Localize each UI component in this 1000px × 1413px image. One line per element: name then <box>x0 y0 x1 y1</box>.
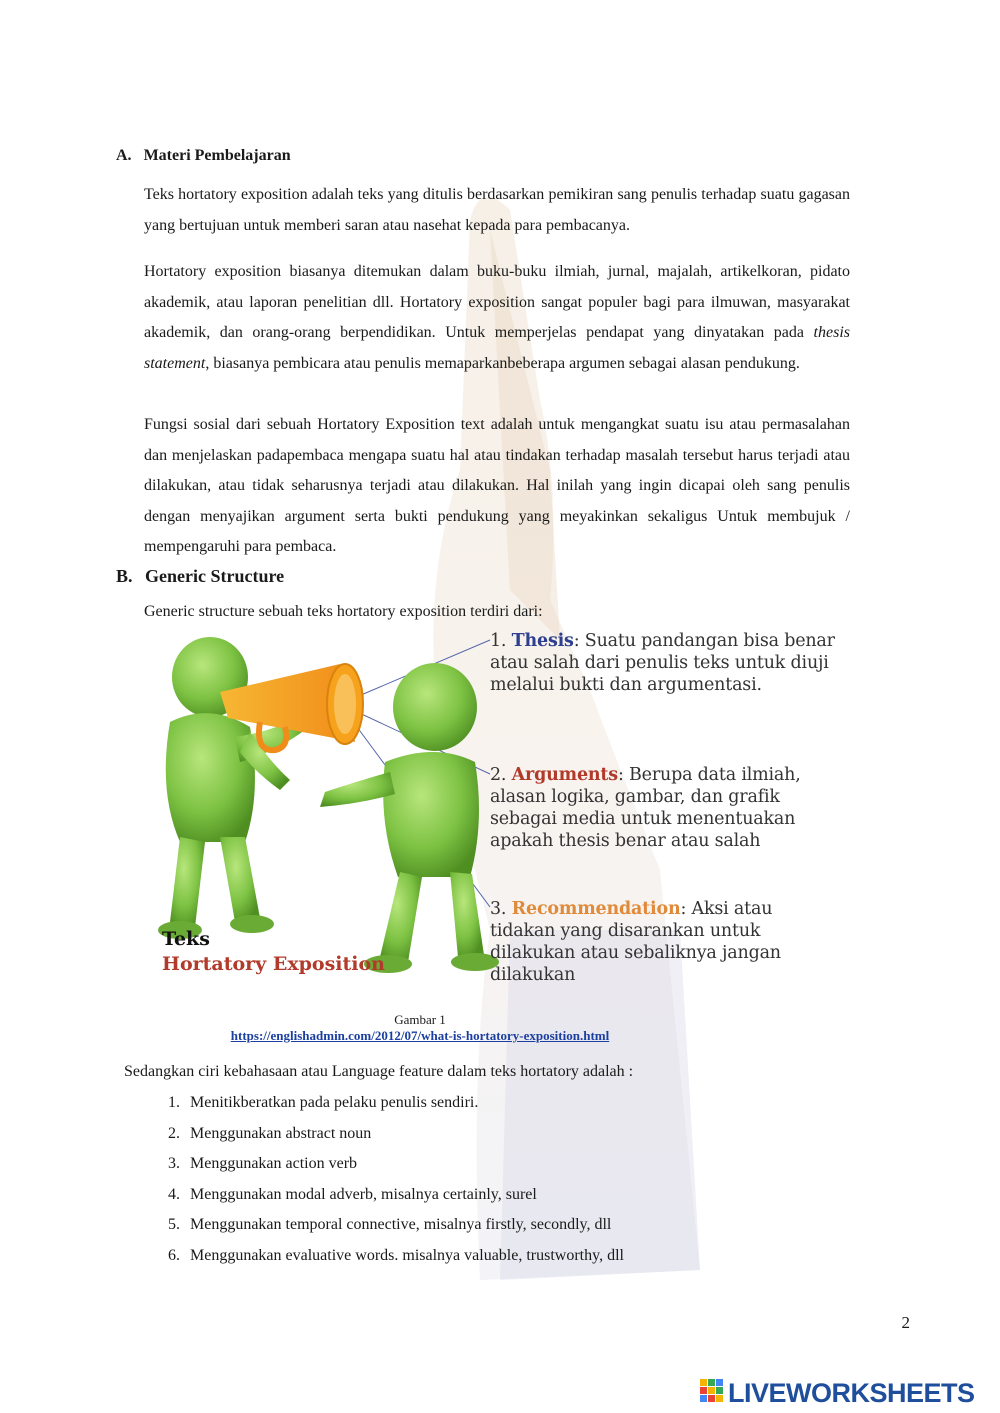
paragraph-3: Fungsi sosial dari sebuah Hortatory Exposition text adalah untuk mengangkat suatu isu atau permasalahan dan menjelaskan padapembaca mengapa suatu hal atau tindakan terhadap masalah tersebut harus terjadi atau dilakukan, atau tidak seharusnya terjadi atau dilakukan. Hal inilah yang ingin dicapai oleh sang penulis dengan menyajikan argument serta bukti pendukung yang meyakinkan sekaligus Untuk membujuk / mempengaruhi para pembaca. <box>144 416 850 555</box>
list-item-number: 6. <box>168 1246 180 1264</box>
figure-label-hortatory: Hortatory Exposition <box>162 953 385 975</box>
language-feature-intro: Sedangkan ciri kebahasaan atau Language feature dalam teks hortatory adalah : <box>124 1063 634 1080</box>
caption-link[interactable]: https://englishadmin.com/2012/07/what-is-hortatory-exposition.html <box>230 1028 610 1043</box>
section-a-letter: A. <box>116 147 132 164</box>
list-item-text: Menggunakan temporal connective, misalnya firstly, secondly, dll <box>190 1216 612 1233</box>
figure-item-recommendation <box>490 898 840 986</box>
figure-item-thesis <box>490 630 840 696</box>
paragraph-2 <box>144 257 850 379</box>
section-a-heading <box>116 147 291 165</box>
figure-label <box>162 927 385 977</box>
list-item-text: Menggunakan modal adverb, misalnya certainly, surel <box>190 1185 537 1203</box>
liveworksheets-logo-icon <box>700 1379 724 1407</box>
list-item <box>160 1149 800 1180</box>
language-feature-list <box>160 1088 800 1271</box>
liveworksheets-logo[interactable] <box>700 1378 975 1408</box>
figure-item-desc: : Suatu pandangan bisa benar atau salah dari penulis teks untuk diuji melalui bukti dan argumentasi. <box>490 631 835 695</box>
paragraph-2-text: Hortatory exposition biasanya ditemukan dalam buku-buku ilmiah, jurnal, majalah, artikelkoran, pidato akademik, atau laporan penelitian dll. Hortatory exposition sangat populer bagi para ilmuwan, masyarakat akademik, dan orang-orang berpendidikan. Untuk memperjelas pendapat yang dinyatakan pada <box>144 263 850 341</box>
list-item-text: Menggunakan action verb <box>190 1155 358 1172</box>
list-item <box>160 1180 800 1211</box>
generic-structure-intro: Generic structure sebuah teks hortatory exposition terdiri dari: <box>144 603 543 620</box>
section-b-letter: B. <box>116 566 133 586</box>
list-item-text: Menggunakan evaluative words. misalnya valuable, trustworthy, dll <box>190 1246 624 1264</box>
figure-item-arguments <box>490 764 840 852</box>
list-item-number: 5. <box>168 1216 180 1233</box>
page-number: 2 <box>901 1313 910 1332</box>
figure-item-term: Recommendation <box>511 899 681 919</box>
hortatory-figure <box>140 622 840 990</box>
list-item-text: Menggunakan abstract noun <box>190 1124 372 1142</box>
section-b-heading <box>116 566 284 587</box>
figure-caption <box>120 1012 720 1044</box>
list-item <box>160 1210 800 1241</box>
section-b-title: Generic Structure <box>145 566 285 586</box>
figure-item-term: Arguments <box>511 765 618 785</box>
list-item <box>160 1088 800 1119</box>
paragraph-2-tail: , biasanya pembicara atau penulis memaparkanbeberapa argumen sebagai alasan pendukung. <box>205 354 800 372</box>
thesis-statement-term: thesis statement <box>144 324 850 372</box>
figure-item-number: 3. <box>490 899 507 919</box>
list-item-number: 4. <box>168 1185 180 1203</box>
list-item <box>160 1241 800 1272</box>
figure-item-desc: : Aksi atau tidakan yang disarankan untuk dilakukan atau sebaliknya jangan dilakukan <box>490 899 781 985</box>
list-item-number: 1. <box>168 1094 180 1111</box>
figure-item-term: Thesis <box>511 631 574 651</box>
paragraph-1: Teks hortatory exposition adalah teks yang ditulis berdasarkan pemikiran sang penulis terhadap suatu gagasan yang bertujuan untuk memberi saran atau nasehat kepada para pembacanya. <box>144 186 850 234</box>
figure-item-desc: : Berupa data ilmiah, alasan logika, gambar, dan grafik sebagai media untuk menentuakan apakah thesis benar atau salah <box>490 765 801 851</box>
list-item-number: 3. <box>168 1155 180 1172</box>
caption-title: Gambar 1 <box>394 1012 446 1027</box>
figure-item-number: 2. <box>490 765 507 785</box>
figure-label-teks: Teks <box>162 928 210 950</box>
list-item-number: 2. <box>168 1124 180 1142</box>
list-item-text: Menitikberatkan pada pelaku penulis sendiri. <box>190 1094 479 1111</box>
section-a-title: Materi Pembelajaran <box>143 147 291 164</box>
liveworksheets-logo-text: LIVEWORKSHEETS <box>728 1377 975 1408</box>
list-item <box>160 1119 800 1150</box>
figure-item-number: 1. <box>490 631 507 651</box>
